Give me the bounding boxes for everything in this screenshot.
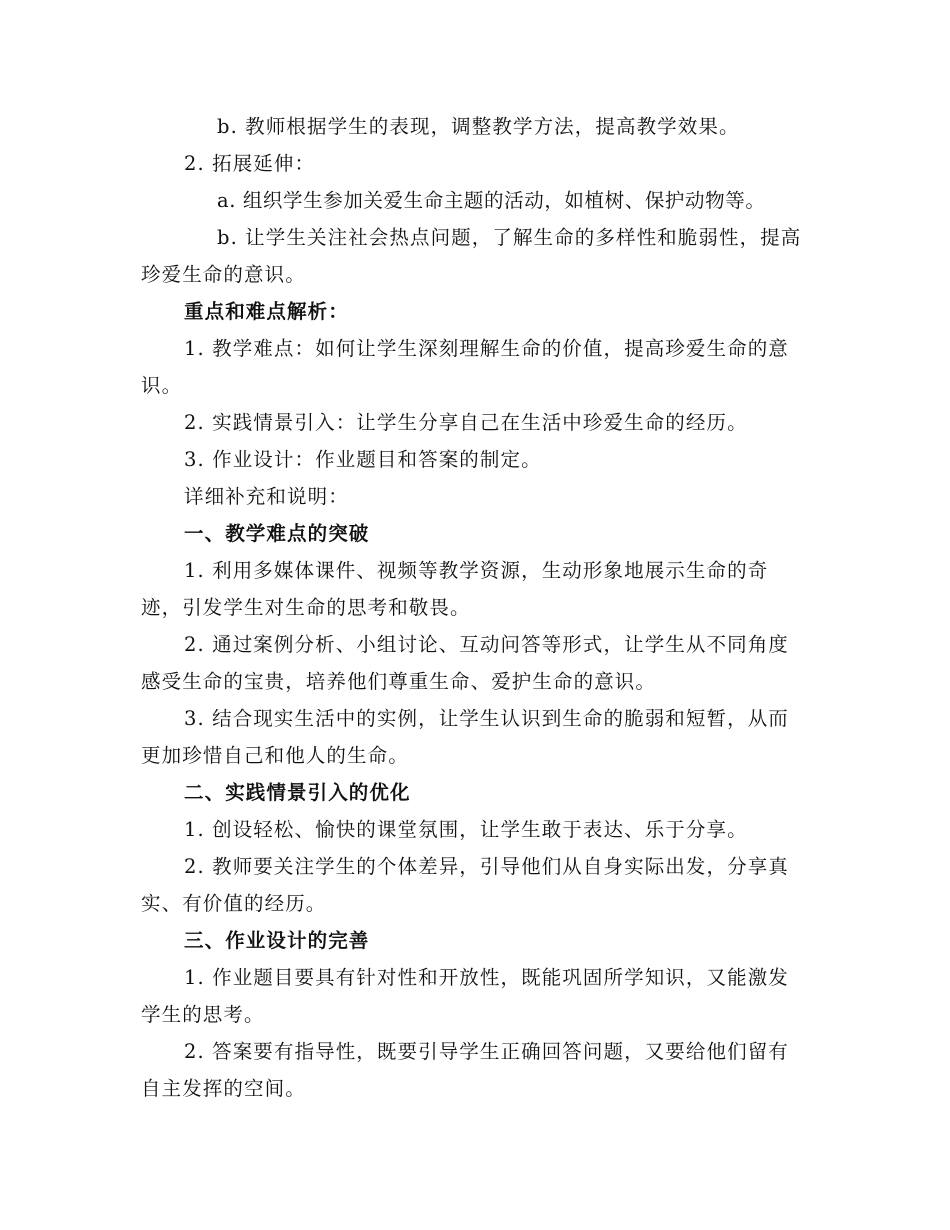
heading-section-one: 一、教学难点的突破 — [184, 522, 370, 545]
paragraph-individual-differences: 2. 教师要关注学生的个体差异，引导他们从自身实际出发，分享真实、有价值的经历。 — [141, 855, 789, 915]
paragraph-adjust-teaching: b. 教师根据学生的表现，调整教学方法，提高教学效果。 — [217, 115, 740, 138]
paragraph-practice-scenario: 2. 实践情景引入：让学生分享自己在生活中珍爱生命的经历。 — [184, 411, 748, 434]
paragraph-extension-hot-topics: b. 让学生关注社会热点问题，了解生命的多样性和脆弱性，提高珍爱生命的意识。 — [141, 226, 802, 286]
paragraph-details-intro: 详细补充和说明： — [184, 485, 349, 508]
heading-section-two: 二、实践情景引入的优化 — [184, 781, 411, 804]
paragraph-classroom-atmosphere: 1. 创设轻松、愉快的课堂氛围，让学生敢于表达、乐于分享。 — [184, 818, 748, 841]
paragraph-extension-title: 2. 拓展延伸： — [184, 152, 316, 175]
paragraph-extension-activities: a. 组织学生参加关爱生命主题的活动，如植树、保护动物等。 — [217, 189, 766, 212]
paragraph-case-analysis: 2. 通过案例分析、小组讨论、互动问答等形式，让学生从不同角度感受生命的宝贵，培养他们尊重生命、爱护生命的意识。 — [141, 633, 789, 693]
document-body — [141, 108, 806, 1107]
paragraph-multimedia: 1. 利用多媒体课件、视频等教学资源，生动形象地展示生命的奇迹，引发学生对生命的思考和敬畏。 — [141, 559, 769, 619]
paragraph-homework-answers: 2. 答案要有指导性，既要引导学生正确回答问题，又要给他们留有自主发挥的空间。 — [141, 1040, 789, 1100]
paragraph-real-life-examples: 3. 结合现实生活中的实例，让学生认识到生命的脆弱和短暂，从而更加珍惜自己和他人的生命。 — [141, 707, 789, 767]
paragraph-homework-design: 3. 作业设计：作业题目和答案的制定。 — [184, 448, 542, 471]
paragraph-teaching-difficulty: 1. 教学难点：如何让学生深刻理解生命的价值，提高珍爱生命的意识。 — [141, 337, 789, 397]
heading-key-difficulties: 重点和难点解析： — [184, 300, 349, 323]
paragraph-homework-questions: 1. 作业题目要具有针对性和开放性，既能巩固所学知识，又能激发学生的思考。 — [141, 966, 789, 1026]
heading-section-three: 三、作业设计的完善 — [184, 929, 370, 952]
